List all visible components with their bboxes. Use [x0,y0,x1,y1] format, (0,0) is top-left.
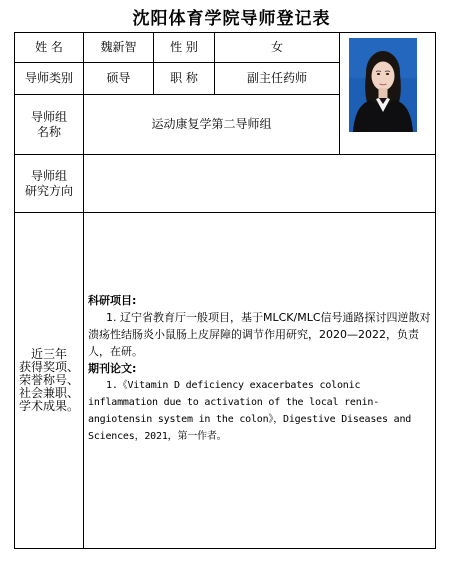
category-value: 硕导 [106,71,131,85]
research-direction-label-line1: 导师组 [30,168,67,183]
portrait-image [349,38,417,132]
professional-title-value: 副主任药师 [246,71,307,85]
research-direction-label [15,155,83,212]
gender-value: 女 [270,40,283,54]
achievements-label-line: 学术成果。 [18,399,79,413]
name-value: 魏新智 [100,40,137,54]
professional-title-label: 职 称 [170,71,198,85]
research-direction-label-line2: 研究方向 [24,183,73,198]
achievements-label-line: 荣誉称号、 [18,373,79,387]
name-label: 姓 名 [35,40,63,54]
research-projects-heading: 科研项目: [88,294,137,307]
group-name-label-line1: 导师组 [30,109,67,124]
journal-paper-item: 1.《Vitamin D deficiency exacerbates colonic inflammation due to activation of the local renin-angiotensin system in the colon》，Digestive Diseases and Sciences，2021，第一作者。 [88,380,412,442]
group-name-label-line2: 名称 [36,124,61,139]
achievements-content [88,292,433,445]
gender-label: 性 别 [170,40,198,54]
achievements-label-line: 近三年 [30,347,67,361]
achievements-label-line: 获得奖项、 [18,360,79,374]
page-title: 沈阳体育学院导师登记表 [132,9,331,29]
research-project-item: 1. 辽宁省教育厅一般项目，基于MLCK/MLC信号通路探讨四逆散对溃疡性结肠炎小鼠肠上皮屏障的调节作用研究，2020—2022，负责人，在研。 [88,311,431,358]
achievements-label-line: 社会兼职、 [18,386,79,400]
achievements-label [15,213,83,548]
category-label: 导师类别 [24,71,73,85]
group-name-label [15,95,83,154]
research-direction-value [84,155,435,212]
journal-papers-heading: 期刊论文: [88,362,137,375]
portrait-photo [349,38,417,132]
group-name-value: 运动康复学第二导师组 [151,117,272,131]
